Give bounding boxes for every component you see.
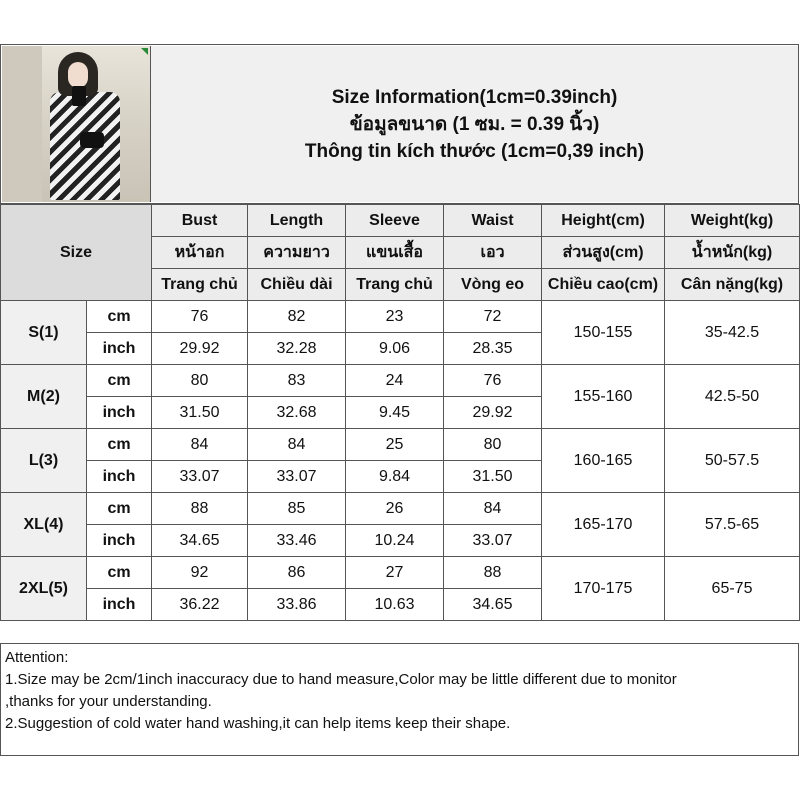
- cell-bust-cm: 84: [152, 429, 248, 461]
- cell-height: 170-175: [542, 557, 665, 621]
- size-chart-sheet: [0, 44, 799, 756]
- col-height-th: ส่วนสูง(cm): [542, 237, 665, 269]
- cell-waist-cm: 80: [444, 429, 542, 461]
- size-information-title: [151, 46, 798, 202]
- col-height-en: Height(cm): [542, 205, 665, 237]
- cell-height: 165-170: [542, 493, 665, 557]
- col-bust-en: Bust: [152, 205, 248, 237]
- cell-waist-inch: 34.65: [444, 589, 542, 621]
- cell-waist-cm: 84: [444, 493, 542, 525]
- header-row-english: [1, 205, 800, 237]
- cell-length-cm: 86: [248, 557, 346, 589]
- title-english: Size Information(1cm=0.39inch): [331, 86, 618, 108]
- col-waist-th: เอว: [444, 237, 542, 269]
- title-vietnamese: Thông tin kích thước (1cm=0,39 inch): [304, 140, 645, 162]
- col-bust-vi: Trang chủ: [152, 269, 248, 301]
- notes-heading: Attention:: [5, 649, 69, 666]
- cell-waist-cm: 72: [444, 301, 542, 333]
- title-thai: ข้อมูลขนาด (1 ซม. = 0.39 นิ้ว): [349, 113, 600, 135]
- cell-length-inch: 32.28: [248, 333, 346, 365]
- size-label: S(1): [1, 301, 87, 365]
- col-length-en: Length: [248, 205, 346, 237]
- cell-length-cm: 85: [248, 493, 346, 525]
- table-row: [1, 493, 800, 525]
- cell-waist-cm: 76: [444, 365, 542, 397]
- table-row: [1, 557, 800, 589]
- cell-weight: 42.5-50: [665, 365, 800, 429]
- size-label: M(2): [1, 365, 87, 429]
- photo-phone: [72, 86, 86, 106]
- unit-label-cm: cm: [87, 557, 152, 589]
- unit-label-inch: inch: [87, 397, 152, 429]
- cell-height: 160-165: [542, 429, 665, 493]
- col-waist-en: Waist: [444, 205, 542, 237]
- cell-weight: 65-75: [665, 557, 800, 621]
- cell-length-cm: 82: [248, 301, 346, 333]
- col-length-vi: Chiều dài: [248, 269, 346, 301]
- cell-length-inch: 33.07: [248, 461, 346, 493]
- cell-bust-cm: 92: [152, 557, 248, 589]
- unit-label-cm: cm: [87, 365, 152, 397]
- col-length-th: ความยาว: [248, 237, 346, 269]
- cell-height: 150-155: [542, 301, 665, 365]
- unit-label-inch: inch: [87, 525, 152, 557]
- cell-bust-cm: 80: [152, 365, 248, 397]
- cell-weight: 50-57.5: [665, 429, 800, 493]
- col-waist-vi: Vòng eo: [444, 269, 542, 301]
- cell-sleeve-inch: 9.84: [346, 461, 444, 493]
- cell-length-inch: 33.86: [248, 589, 346, 621]
- cell-bust-cm: 76: [152, 301, 248, 333]
- unit-label-cm: cm: [87, 429, 152, 461]
- attention-notes: [0, 643, 799, 756]
- size-table: [0, 204, 800, 621]
- cell-sleeve-cm: 23: [346, 301, 444, 333]
- cell-bust-inch: 29.92: [152, 333, 248, 365]
- note-line-2: ,thanks for your understanding.: [5, 693, 212, 710]
- product-photo: [2, 46, 151, 202]
- table-row: [1, 301, 800, 333]
- size-label: 2XL(5): [1, 557, 87, 621]
- cell-bust-cm: 88: [152, 493, 248, 525]
- header-block: [0, 44, 799, 204]
- cell-length-inch: 33.46: [248, 525, 346, 557]
- cell-bust-inch: 36.22: [152, 589, 248, 621]
- cell-waist-inch: 33.07: [444, 525, 542, 557]
- cell-length-cm: 84: [248, 429, 346, 461]
- unit-label-inch: inch: [87, 333, 152, 365]
- col-weight-th: น้ำหนัก(kg): [665, 237, 800, 269]
- cell-sleeve-inch: 10.24: [346, 525, 444, 557]
- cell-sleeve-cm: 25: [346, 429, 444, 461]
- cell-waist-inch: 31.50: [444, 461, 542, 493]
- photo-bag: [80, 132, 104, 148]
- col-bust-th: หน้าอก: [152, 237, 248, 269]
- cell-waist-inch: 29.92: [444, 397, 542, 429]
- cell-weight: 57.5-65: [665, 493, 800, 557]
- cell-sleeve-inch: 9.06: [346, 333, 444, 365]
- col-sleeve-en: Sleeve: [346, 205, 444, 237]
- unit-label-inch: inch: [87, 461, 152, 493]
- size-column-header: Size: [1, 205, 152, 301]
- cell-sleeve-inch: 9.45: [346, 397, 444, 429]
- unit-label-cm: cm: [87, 301, 152, 333]
- cell-length-cm: 83: [248, 365, 346, 397]
- cell-waist-inch: 28.35: [444, 333, 542, 365]
- cell-waist-cm: 88: [444, 557, 542, 589]
- note-line-3: 2.Suggestion of cold water hand washing,it can help items keep their shape.: [5, 715, 511, 732]
- cell-height: 155-160: [542, 365, 665, 429]
- cell-weight: 35-42.5: [665, 301, 800, 365]
- col-weight-vi: Cân nặng(kg): [665, 269, 800, 301]
- unit-label-inch: inch: [87, 589, 152, 621]
- cell-bust-inch: 33.07: [152, 461, 248, 493]
- size-label: XL(4): [1, 493, 87, 557]
- col-weight-en: Weight(kg): [665, 205, 800, 237]
- cell-sleeve-inch: 10.63: [346, 589, 444, 621]
- size-label: L(3): [1, 429, 87, 493]
- table-row: [1, 429, 800, 461]
- photo-face: [68, 62, 88, 88]
- cell-length-inch: 32.68: [248, 397, 346, 429]
- photo-background: [2, 46, 42, 202]
- cell-sleeve-cm: 26: [346, 493, 444, 525]
- note-line-1: 1.Size may be 2cm/1inch inaccuracy due to hand measure,Color may be little different due to monitor: [5, 671, 677, 688]
- unit-label-cm: cm: [87, 493, 152, 525]
- table-row: [1, 365, 800, 397]
- col-sleeve-th: แขนเสื้อ: [346, 237, 444, 269]
- cell-sleeve-cm: 27: [346, 557, 444, 589]
- cell-bust-inch: 31.50: [152, 397, 248, 429]
- cell-sleeve-cm: 24: [346, 365, 444, 397]
- col-sleeve-vi: Trang chủ: [346, 269, 444, 301]
- cell-bust-inch: 34.65: [152, 525, 248, 557]
- col-height-vi: Chiều cao(cm): [542, 269, 665, 301]
- cell-marker-icon: [141, 48, 148, 55]
